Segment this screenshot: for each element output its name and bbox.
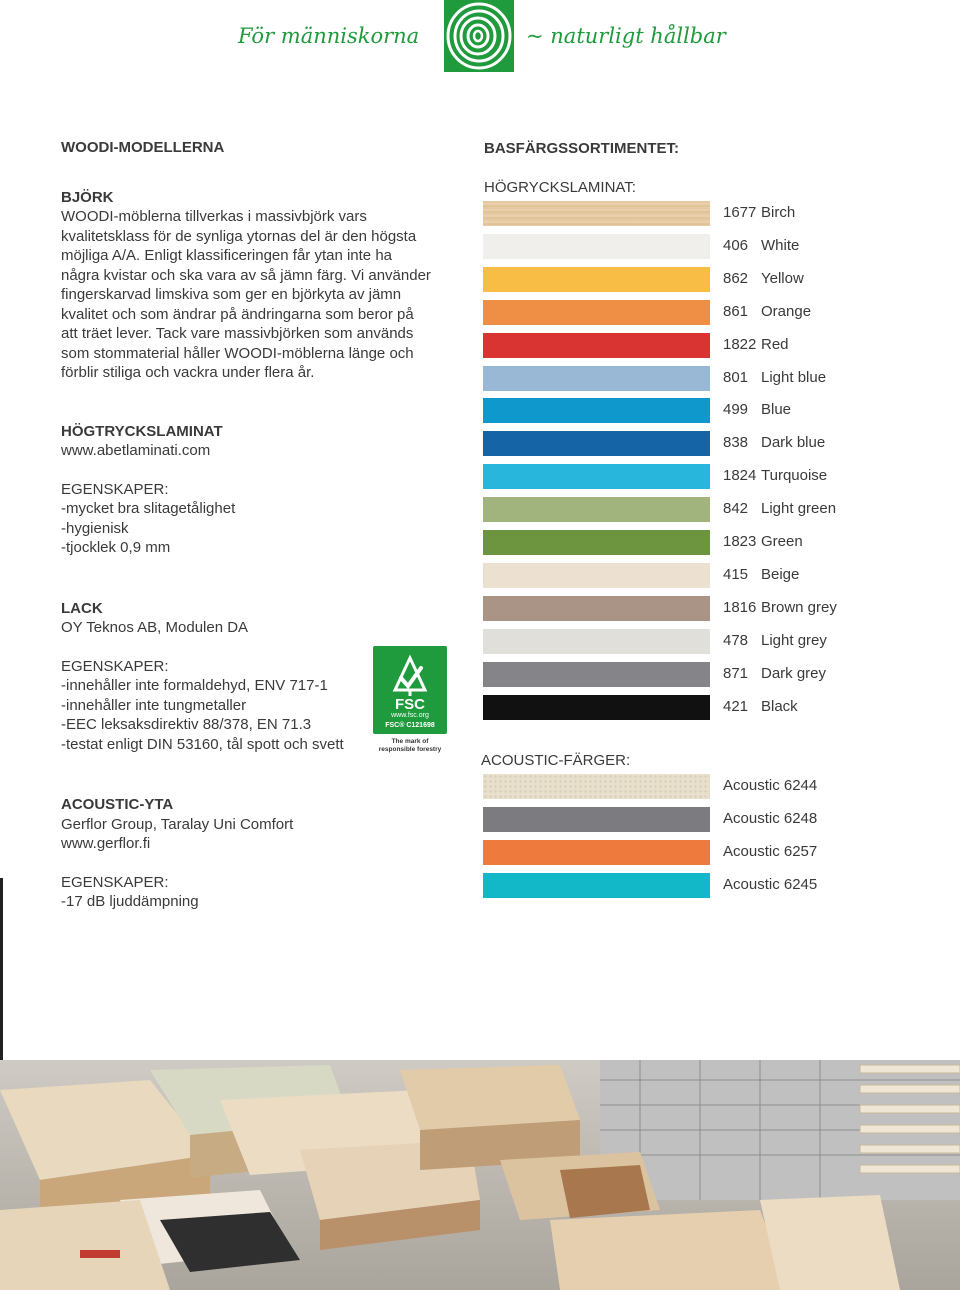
acoustic-props-heading: EGENSKAPER: [61,873,169,891]
color-swatch [483,629,710,654]
bjork-line: som stommaterial håller WOODI-möblerna länge och [61,344,414,362]
color-swatch [483,398,710,423]
color-code: 842 [723,500,749,518]
color-label [723,665,826,682]
bjork-line: möjliga A/A. Enligt klassificeringen får ytan inte ha [61,247,393,264]
color-code: 862 [723,269,749,287]
color-code: 415 [723,565,749,583]
color-label [723,698,798,715]
color-name: Dark grey [761,664,827,682]
lack-prop: -innehåller inte tungmetaller [61,696,247,714]
lack-prop: -innehåller inte formaldehyd, ENV 717-1 [61,677,328,694]
color-swatch [483,774,710,799]
lack-props-heading: EGENSKAPER: [61,657,169,675]
bjork-heading: BJÖRK [61,188,114,206]
color-code: 861 [723,302,749,320]
color-code: 499 [723,401,749,419]
color-label [723,533,803,550]
bjork-line: fingerskarvad limskiva som ger en björkyta av jämn [61,286,402,303]
bjork-line: att träet lever. Tack vare massivbjörken som används [61,325,414,342]
hpl-colors-heading: HÖGRYCKSLAMINAT: [484,179,636,196]
color-swatch [483,497,710,522]
color-name: White [761,236,800,254]
page-edge-mark [0,878,3,1060]
color-code: 871 [723,664,749,682]
color-swatch [483,234,710,259]
color-swatch [483,530,710,555]
hpl-heading: HÖGTRYCKSLAMINAT [61,422,223,440]
color-swatch [483,464,710,489]
color-code: 406 [723,236,749,254]
bjork-line: kvalitetsklass för de synliga ytornas del är den högsta [61,227,417,245]
lack-heading: LACK [61,599,103,617]
lack-supplier: OY Teknos AB, Modulen DA [61,619,249,636]
bjork-line: några kvistar och ska vara av så jämn färg. Vi använder [61,266,431,284]
color-label [723,237,799,254]
color-swatch [483,267,710,292]
wood-rings-logo-icon [444,0,514,72]
color-code: 1677 [723,204,757,221]
bjork-line: förblir stiliga och vackra under flera år. [61,364,315,381]
color-label [723,566,799,583]
color-label [723,632,827,649]
color-label [723,500,836,517]
color-name: Birch [761,204,796,221]
acoustic-colors-heading: ACOUSTIC-FÄRGER: [481,752,631,769]
color-code: 838 [723,434,749,452]
color-swatch [483,807,710,832]
color-label [723,369,826,386]
fsc-url: www.fsc.org [391,712,429,719]
color-name: Yellow [761,269,804,287]
models-column [61,138,461,912]
color-swatch [483,300,710,325]
color-label [723,204,795,221]
fsc-caption-line: responsible forestry [378,745,442,753]
color-name: Brown grey [761,598,837,616]
acoustic-url: www.gerflor.fi [61,835,151,852]
color-swatch [483,431,710,456]
color-range-title: BASFÄRGSSORTIMENTET: [484,140,679,157]
color-label [723,434,825,451]
page-header [0,0,960,80]
hpl-prop: -tjocklek 0,9 mm [61,539,171,556]
color-label [723,467,827,484]
color-swatch [483,201,710,226]
color-swatch [483,840,710,865]
color-label [723,270,804,287]
color-label: Acoustic 6244 [723,777,818,794]
lack-prop: -EEC leksaksdirektiv 88/378, EN 71.3 [61,716,312,733]
color-swatch [483,333,710,358]
color-swatch [483,695,710,720]
color-code: 478 [723,631,749,649]
color-name: Green [761,533,803,550]
hpl-prop: -mycket bra slitagetålighet [61,500,236,517]
color-label [723,401,791,418]
lack-prop: -testat enligt DIN 53160, tål spott och svett [61,735,344,753]
acoustic-prop: -17 dB ljuddämpning [61,893,199,910]
hpl-url: www.abetlaminati.com [61,442,211,459]
color-name: Red [761,335,789,353]
fsc-logo [373,646,447,754]
color-code: 1816 [723,598,757,616]
fsc-caption [373,738,447,753]
color-code: 1822 [723,335,757,353]
hpl-prop: -hygienisk [61,519,129,537]
fsc-code: FSC® C121698 [385,722,435,729]
color-code: 1823 [723,533,757,550]
color-code: 801 [723,368,749,386]
color-label: Acoustic 6257 [723,843,818,860]
color-name: Light grey [761,631,827,649]
tagline-right: ~ naturligt hållbar [526,24,726,48]
color-label [723,303,811,320]
fsc-mark: FSC [395,696,425,713]
color-label: Acoustic 6245 [723,876,818,893]
fsc-tree-check-icon [373,650,447,698]
bjork-line: WOODI-möblerna tillverkas i massivbjörk vars [61,208,367,225]
color-name: Blue [761,401,792,419]
color-swatch [483,596,710,621]
fsc-caption-line: The mark of [391,738,429,745]
section-title: WOODI-MODELLERNA [61,139,225,156]
color-swatch [483,366,710,391]
color-swatch [483,662,710,687]
color-name: Light green [761,500,837,518]
color-code: 1824 [723,467,757,485]
hpl-props-heading: EGENSKAPER: [61,480,169,498]
bjork-line: kvalitet och som ändrar på ändringarna som beror på [61,305,414,323]
color-name: Orange [761,302,812,320]
color-name: Beige [761,565,800,583]
color-name: Black [761,697,798,715]
acoustic-heading: ACOUSTIC-YTA [61,796,174,813]
color-swatch [483,873,710,898]
color-label [723,599,837,616]
color-name: Turquoise [761,467,828,485]
color-label: Acoustic 6248 [723,810,818,827]
acoustic-supplier: Gerflor Group, Taralay Uni Comfort [61,815,294,833]
color-swatch [483,563,710,588]
plywood-stacks-photo [0,1060,960,1290]
color-code: 421 [723,697,749,715]
fsc-badge [373,646,447,734]
tagline-left: För människorna [238,24,420,48]
color-name: Light blue [761,368,827,386]
color-name: Dark blue [761,434,826,452]
color-label [723,336,789,353]
